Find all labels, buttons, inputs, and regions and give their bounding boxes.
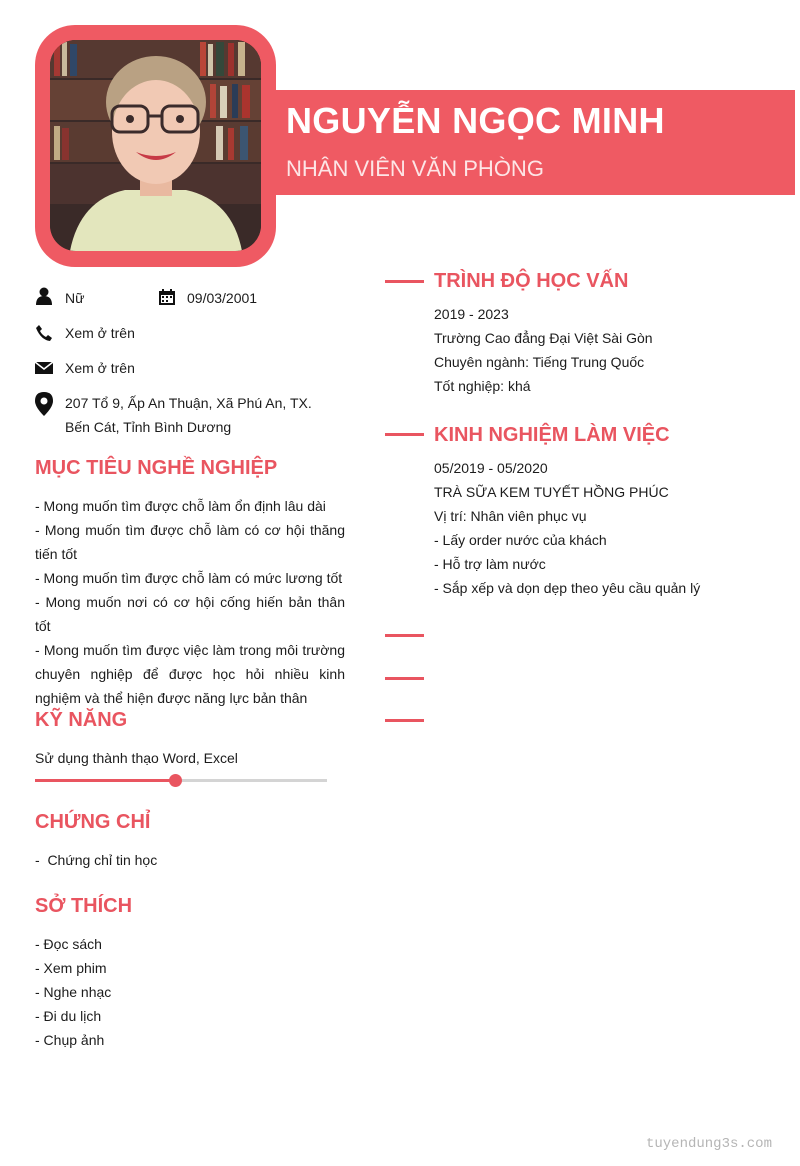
section-rule (385, 433, 424, 436)
education-major: Chuyên ngành: Tiếng Trung Quốc (434, 354, 645, 370)
section-rule (385, 677, 424, 680)
education-school: Trường Cao đẳng Đại Việt Sài Gòn (434, 330, 653, 346)
experience-heading: KINH NGHIỆM LÀM VIỆC (434, 424, 670, 446)
email-text: Xem ở trên (65, 360, 135, 376)
email-icon (35, 359, 53, 377)
skill-name: Sử dụng thành thạo Word, Excel (35, 750, 238, 766)
hobby-item: - Đọc sách (35, 936, 102, 952)
section-rule (385, 634, 424, 637)
address-line-1: 207 Tổ 9, Ấp An Thuận, Xã Phú An, TX. (65, 395, 312, 411)
watermark: tuyendung3s.com (645, 1136, 772, 1152)
hobby-list (35, 932, 111, 1052)
hobby-item: - Chụp ảnh (35, 1032, 105, 1048)
education-details (434, 302, 653, 398)
education-grade: Tốt nghiệp: khá (434, 378, 531, 394)
hobbies-heading: SỞ THÍCH (35, 895, 133, 917)
education-heading: TRÌNH ĐỘ HỌC VẤN (434, 270, 629, 292)
objective-item: - Mong muốn tìm được chỗ làm có cơ hội thăng tiến tốt (35, 522, 345, 562)
skill-level-fill (35, 779, 175, 782)
hobby-item: - Xem phim (35, 960, 107, 976)
experience-duty: - Hỗ trợ làm nước (434, 556, 546, 572)
full-name: NGUYỄN NGỌC MINH (286, 100, 665, 141)
objective-list (35, 494, 345, 710)
certificate-item: - Chứng chỉ tin học (35, 852, 158, 868)
skills-heading: KỸ NĂNG (35, 709, 128, 731)
birthday-text: 09/03/2001 (187, 290, 258, 306)
section-rule (385, 280, 424, 283)
objective-item: - Mong muốn tìm được chỗ làm ổn định lâu dài (35, 498, 326, 514)
experience-position: Vị trí: Nhân viên phục vụ (434, 508, 587, 524)
experience-duty: - Sắp xếp và dọn dẹp theo yêu cầu quản lý (434, 580, 701, 596)
skill-level-knob (169, 774, 182, 787)
phone-text: Xem ở trên (65, 325, 135, 341)
objective-heading: MỤC TIÊU NGHỀ NGHIỆP (35, 457, 278, 479)
experience-duty: - Lấy order nước của khách (434, 532, 607, 548)
education-period: 2019 - 2023 (434, 306, 509, 322)
experience-period: 05/2019 - 05/2020 (434, 460, 548, 476)
hobby-item: - Đi du lịch (35, 1008, 102, 1024)
objective-item: - Mong muốn tìm được chỗ làm có mức lương tốt (35, 570, 343, 586)
calendar-icon (158, 288, 176, 306)
address-line-2: Bến Cát, Tỉnh Bình Dương (65, 419, 232, 435)
experience-details (434, 456, 700, 600)
location-pin-icon (35, 392, 53, 416)
job-title: NHÂN VIÊN VĂN PHÒNG (286, 156, 544, 181)
hobby-item: - Nghe nhạc (35, 984, 112, 1000)
phone-icon (35, 324, 53, 342)
user-icon (35, 287, 53, 305)
section-rule (385, 719, 424, 722)
experience-company: TRÀ SỮA KEM TUYẾT HỒNG PHÚC (434, 484, 669, 500)
avatar (50, 40, 261, 251)
objective-item: - Mong muốn nơi có cơ hội cống hiến bản thân tốt (35, 594, 345, 634)
gender-text: Nữ (65, 290, 85, 306)
objective-item: - Mong muốn tìm được việc làm trong môi trường chuyên nghiệp để được học hỏi nhiều kinh nghiệm và thể hiện được năng lực bản thân (35, 642, 345, 706)
certificates-heading: CHỨNG CHỈ (35, 811, 151, 833)
